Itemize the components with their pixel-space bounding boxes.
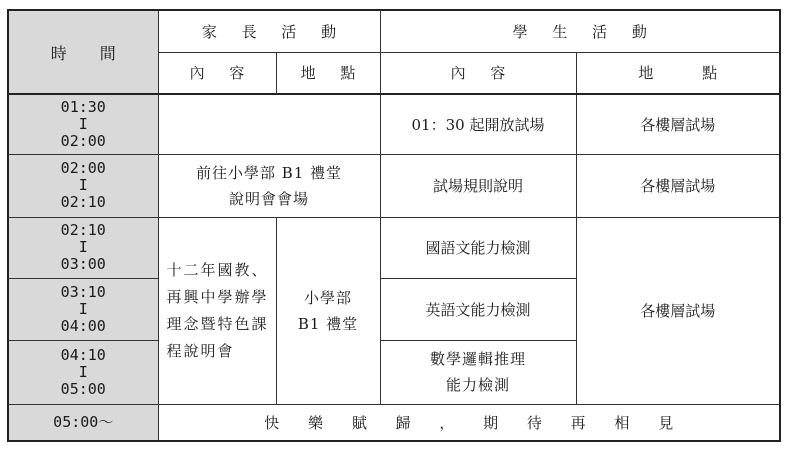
slot-start: 02:00 [60, 159, 106, 177]
student-location-header: 地 點 [576, 52, 780, 94]
slot-end: 03:00 [60, 255, 106, 273]
student-row2-content: 試場規則說明 [380, 154, 576, 217]
student-row2-location: 各樓層試場 [576, 154, 780, 217]
slot-start: 02:10 [60, 221, 106, 239]
time-header: 時 間 [8, 10, 158, 94]
slot-end: 05:00 [60, 379, 106, 398]
student-row1-content: 01：30 起開放試場 [380, 94, 576, 154]
slot-separator: I [78, 362, 88, 381]
parent-briefing-location [276, 217, 380, 404]
briefing-location-line1: 小學部 [303, 288, 352, 307]
parent-briefing-content: 十二年國教、再興中學辦學理念暨特色課程說明會 [158, 217, 276, 404]
slot-separator: I [78, 176, 88, 194]
slot-end: 02:10 [60, 193, 106, 211]
student-activity-header: 學 生 活 動 [380, 10, 780, 52]
time-slot-1 [8, 94, 158, 154]
math-test-line2: 能力檢測 [445, 376, 510, 394]
student-content-header: 內 容 [380, 52, 576, 94]
math-test-line1: 數學邏輯推理 [429, 350, 526, 368]
student-test-english: 英語文能力檢測 [380, 278, 576, 340]
parent-content-header: 內 容 [158, 52, 276, 94]
parent-row1-empty [158, 94, 380, 154]
briefing-location-line2: B1 禮堂 [297, 314, 359, 333]
student-tests-location: 各樓層試場 [576, 217, 780, 404]
student-test-math [380, 340, 576, 404]
slot-separator: I [78, 114, 88, 133]
parent-activity-header: 家 長 活 動 [158, 10, 380, 52]
closing-message: 快 樂 賦 歸 ， 期 待 再 相 見 [158, 404, 780, 441]
slot-start: 04:10 [60, 345, 106, 364]
slot-separator: I [78, 299, 88, 318]
student-row1-location: 各樓層試場 [576, 94, 780, 154]
final-time: 05:00～ [8, 404, 158, 441]
slot-end: 02:00 [60, 131, 106, 150]
slot-end: 04:00 [60, 316, 106, 335]
slot-start: 03:10 [60, 282, 106, 301]
schedule-table [7, 9, 781, 442]
parent-location-header: 地 點 [276, 52, 380, 94]
parent-row2-content [158, 154, 380, 217]
time-slot-4 [8, 278, 158, 340]
slot-start: 01:30 [60, 97, 106, 116]
parent-row2-line2: 說明會會場 [228, 189, 309, 208]
time-slot-3 [8, 217, 158, 278]
student-test-chinese: 國語文能力檢測 [380, 217, 576, 278]
slot-separator: I [78, 238, 88, 256]
time-slot-5 [8, 340, 158, 404]
time-slot-2 [8, 154, 158, 217]
parent-row2-line1: 前往小學部 B1 禮堂 [195, 163, 343, 182]
